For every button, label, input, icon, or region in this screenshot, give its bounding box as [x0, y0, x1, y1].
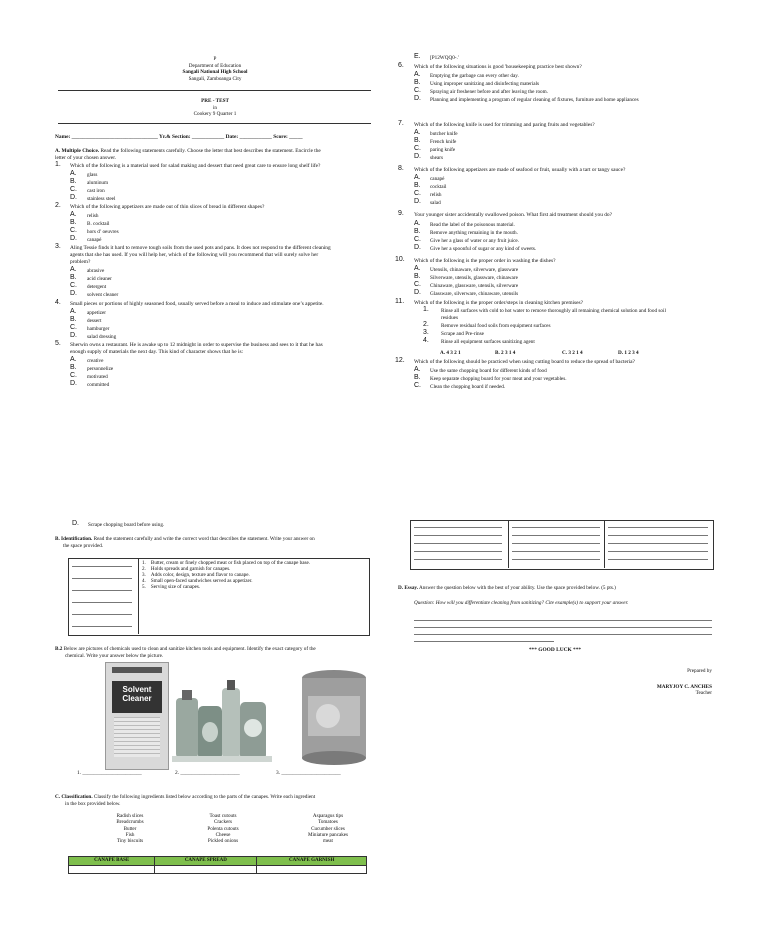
- q12-opt-c-letter[interactable]: C.: [414, 382, 421, 389]
- partA-text: Read the following statements carefully. Choose the letter that best describes the statement. Encircle the: [99, 148, 321, 154]
- header-divider: [58, 90, 371, 91]
- q7-opt-d-letter[interactable]: D.: [414, 153, 421, 160]
- q12-opt-a-letter[interactable]: A.: [414, 366, 421, 373]
- q5-opt-c[interactable]: motivated: [87, 374, 108, 380]
- q10-opt-a[interactable]: Utensils, chinaware, silverware, glassware: [430, 267, 519, 273]
- solvent-label-line2: Cleaner: [122, 694, 152, 703]
- q1-opt-a[interactable]: glass: [87, 172, 98, 178]
- q5-line2: enough supply of materials the next day. This kind of character shows that he is:: [70, 348, 244, 355]
- q7-opt-d[interactable]: shears: [430, 155, 443, 161]
- q11-opt-b[interactable]: B. 2 3 1 4: [495, 350, 516, 356]
- partD-instructions: [398, 585, 718, 592]
- q8-opt-c-letter[interactable]: C.: [414, 190, 421, 197]
- can-fine-print: [114, 717, 160, 757]
- q12-opt-d[interactable]: Scrape chopping board before using.: [88, 522, 165, 528]
- header-p: P: [213, 56, 217, 62]
- school-header: [60, 56, 370, 82]
- q1-opt-c[interactable]: cast iron: [87, 188, 105, 194]
- signature-block: [600, 668, 712, 697]
- q9-text: Your younger sister accidentally swallowed poison. What first aid treatment should you do?: [414, 212, 613, 218]
- q5-number: 5.: [55, 340, 61, 347]
- q5-line1: Sherwin owns a restaurant. He is awake up to 12 midnight in order to supervise the business and sees to it that he has: [70, 342, 323, 348]
- q12-opt-d-letter[interactable]: D.: [72, 520, 79, 527]
- base-answer-line[interactable]: [414, 527, 502, 528]
- q2-opt-d[interactable]: canapé: [87, 237, 102, 243]
- q3-text: [70, 245, 370, 265]
- ingredient: Asparagus tips: [312, 813, 344, 819]
- partB-text: Read the statement carefully and write the correct word that describes the statement. Write your answer on: [92, 536, 315, 542]
- partA-title: A. Multiple Choice.: [55, 148, 100, 154]
- header-location: Sangali, Zamboanga City: [188, 75, 242, 82]
- bottle-4-label: [244, 719, 262, 737]
- spread-answer-line[interactable]: [512, 551, 600, 552]
- pic3-answer[interactable]: 3. ______________________: [276, 770, 341, 776]
- answer-box-divider-2: [604, 520, 605, 568]
- q9-opt-b-letter[interactable]: B.: [414, 228, 421, 235]
- q12-opt-a[interactable]: Use the same chopping board for different kinds of food: [430, 368, 547, 374]
- partD-title: D. Essay.: [398, 585, 419, 591]
- teacher-name: MARYJOY C. ANCHES: [656, 683, 712, 690]
- b2-text: Below are pictures of chemicals used to clean and sanitize kitchen tools and equipment. Identify the exact category of the: [62, 646, 316, 652]
- id-item-1: Butter, cream or finely chopped meat or fish placed on top of the canape base.: [150, 560, 310, 566]
- q2-opt-b-letter[interactable]: B.: [70, 219, 77, 226]
- ingredient: Crackers: [213, 819, 233, 826]
- ingredient: Cucumber slices: [311, 825, 345, 832]
- base-answer-line[interactable]: [414, 543, 502, 544]
- q8-opt-b[interactable]: cocktail: [430, 184, 447, 190]
- question-text: How will you differentiate cleaning from sanitizing? Cite example(s) to support your answer.: [434, 600, 629, 606]
- id-item-3: Adds color, design, texture and flavor to canape.: [150, 572, 250, 578]
- q8-number: 8.: [398, 165, 404, 172]
- q11-step2: Remove residual food soils from equipment surfaces: [441, 323, 551, 329]
- header-school: Sangali National High School: [182, 69, 248, 75]
- partC-text: Classify the following ingredients listed below according to the parts of the canapes. Write each ingredient: [92, 794, 316, 800]
- partC-title: C. Classification.: [55, 794, 93, 800]
- pic2-answer[interactable]: 2. ______________________: [175, 770, 240, 776]
- spread-answer-line[interactable]: [512, 559, 600, 560]
- q3-line3: problem?: [70, 258, 91, 265]
- tub-logo: [316, 704, 340, 728]
- partB-text2: the space provided.: [63, 542, 104, 549]
- q3-opt-b-letter[interactable]: B.: [70, 274, 77, 281]
- ingredient: Polenta cutouts: [207, 825, 239, 832]
- q7-opt-c-letter[interactable]: C.: [414, 145, 421, 152]
- q1-opt-b-letter[interactable]: B.: [70, 178, 77, 185]
- q11-step1-cont: residues: [441, 315, 458, 321]
- id-item-4: Small open-faced sandwiches served as appetizer.: [150, 578, 253, 584]
- q4-text: Small pieces or portions of highly seasoned food, usually served before a meal to induce and stimulate one’s appetite.: [70, 301, 324, 307]
- q11-step3-num: 3.: [423, 329, 429, 336]
- q12-opt-b[interactable]: Keep separate chopping board for your meat and your vegetables.: [430, 376, 567, 382]
- q10-opt-a-letter[interactable]: A.: [414, 265, 421, 272]
- ingredient: Pickled onions: [207, 838, 239, 845]
- identification-divider: [138, 558, 139, 634]
- q8-opt-d-letter[interactable]: D.: [414, 198, 421, 205]
- ingredient: Cheese: [215, 831, 231, 838]
- q5-opt-d-letter[interactable]: D.: [70, 380, 77, 387]
- id-answer-line-2[interactable]: [72, 578, 132, 579]
- q7-opt-c[interactable]: paring knife: [430, 147, 456, 153]
- header-canape-garnish: CANAPE GARNISH: [257, 857, 367, 866]
- q9-opt-b[interactable]: Remove anything remaining in the mouth.: [430, 230, 518, 236]
- essay-line-1[interactable]: [414, 620, 712, 621]
- q3-opt-c-letter[interactable]: C.: [70, 282, 77, 289]
- canape-spread-cell[interactable]: [155, 866, 257, 874]
- classification-table: [68, 856, 367, 874]
- q8-text: Which of the following appetizers are made of seafood or fruit, usually with a tart or tangy sauce?: [414, 167, 626, 173]
- partA-text2: letter of your chosen answer.: [55, 154, 117, 161]
- q2-number: 2.: [55, 202, 61, 209]
- q6-text: Which of the following situations is good 'housekeeping practice best shown?: [414, 64, 582, 70]
- q9-opt-a-letter[interactable]: A.: [414, 220, 421, 227]
- q5-opt-a-letter[interactable]: A.: [70, 356, 77, 363]
- ingredient: Fish: [125, 831, 135, 838]
- bottle-1-cap: [182, 690, 192, 700]
- id-num-5: 5.: [142, 584, 146, 590]
- q7-text: Which of the following knife is used for trimming and paring fruits and vegetables?: [414, 122, 595, 128]
- identification-list: [142, 560, 310, 590]
- ingredient: Butter: [123, 825, 137, 832]
- q12-text: Which of the following should be practiced when using cutting board to reduce the spread of bacteria?: [414, 359, 635, 365]
- partB-instructions: [55, 536, 375, 549]
- partC-instructions: [55, 794, 375, 807]
- q3-opt-b[interactable]: acid cleaner: [87, 276, 112, 282]
- q7-number: 7.: [398, 120, 404, 127]
- spread-answer-line[interactable]: [512, 527, 600, 528]
- solvent-label-line1: Solvent: [122, 685, 152, 694]
- canape-base-cell[interactable]: [69, 866, 155, 874]
- q1-opt-d[interactable]: stainless steel: [87, 196, 116, 202]
- bottle-1: [176, 698, 198, 758]
- q6-opt-c[interactable]: Spraying air freshener before and after leaving the room.: [430, 89, 548, 95]
- q1-number: 1.: [55, 161, 61, 168]
- id-num-4: 4.: [142, 578, 146, 584]
- q11-text: Which of the following is the proper order/steps in cleaning kitchen premises?: [414, 300, 584, 306]
- q7-opt-a-letter[interactable]: A.: [414, 129, 421, 136]
- garnish-answer-line[interactable]: [608, 543, 708, 544]
- q6-number: 6.: [398, 62, 404, 69]
- test-subject: Cookery 9 Quarter 1: [193, 111, 237, 117]
- q4-opt-b-letter[interactable]: B.: [70, 316, 77, 323]
- prepared-by: Prepared by: [687, 668, 712, 674]
- ingredients-col-2: [183, 813, 263, 844]
- b2-text2: chemical. Write your answer below the picture.: [65, 652, 164, 659]
- canape-garnish-cell[interactable]: [257, 866, 367, 874]
- essay-line-4[interactable]: [414, 641, 554, 642]
- question-label: Question:: [414, 600, 435, 606]
- q12-opt-c[interactable]: Clean the chopping board if needed.: [430, 384, 506, 390]
- q3-number: 3.: [55, 243, 61, 250]
- ingredients-col-1: [90, 813, 170, 844]
- q5e-opt[interactable]: [P12WQQ0-.': [430, 55, 459, 61]
- q4-opt-a[interactable]: appetizer: [87, 310, 107, 316]
- q10-opt-b-letter[interactable]: B.: [414, 273, 421, 280]
- base-answer-line[interactable]: [414, 551, 502, 552]
- q5-opt-c-letter[interactable]: C.: [70, 372, 77, 379]
- ingredient: meat: [323, 838, 333, 845]
- solvent-label: [112, 681, 162, 713]
- header-canape-base: CANAPE BASE: [69, 857, 155, 866]
- q1-opt-c-letter[interactable]: C.: [70, 186, 77, 193]
- q11-step1-num: 1.: [423, 306, 429, 313]
- base-answer-line[interactable]: [414, 535, 502, 536]
- q6-opt-a-letter[interactable]: A.: [414, 71, 421, 78]
- garnish-answer-line[interactable]: [608, 551, 708, 552]
- q5-opt-b-letter[interactable]: B.: [70, 364, 77, 371]
- spread-answer-line[interactable]: [512, 535, 600, 536]
- id-answer-line-6[interactable]: [72, 626, 132, 627]
- q3-opt-a-letter[interactable]: A.: [70, 266, 77, 273]
- essay-question: [414, 600, 628, 607]
- q10-opt-c[interactable]: Chinaware, glassware, utensils, silverware: [430, 283, 519, 289]
- q6-opt-d[interactable]: Planning and implementing a program of regular cleaning of fixtures, furniture and home appliances: [430, 97, 639, 103]
- ingredient: Toast cutouts: [209, 813, 237, 819]
- q3-line1: Aling Tessie finds it hard to remove tough soils from the used pots and pans. It does not respond to the different cleaning: [70, 245, 331, 251]
- q5e-letter[interactable]: E.: [414, 53, 421, 60]
- q11-opt-c[interactable]: C. 3 2 1 4: [562, 350, 583, 356]
- q9-opt-c[interactable]: Give her a glass of water or any fruit juice.: [430, 238, 520, 244]
- q11-number: 11.: [395, 298, 405, 305]
- sanitizer-bottles-image: [172, 668, 272, 768]
- q3-line2: agents that she has used. If you will help her, which of the following will you recommend that will surely solve her: [70, 251, 319, 258]
- ingredient: Breadcrumbs: [116, 819, 144, 826]
- q8-opt-a-letter[interactable]: A.: [414, 174, 421, 181]
- partC-text2: in the box provided below.: [65, 800, 121, 807]
- ingredient: Radish slices: [116, 813, 144, 819]
- q6-opt-b[interactable]: Using improper sanitizing and disinfecting materials: [430, 81, 540, 87]
- q11-step4-num: 4.: [423, 337, 429, 344]
- q2-text: Which of the following appetizers are made out of thin slices of bread in different shapes?: [70, 204, 265, 210]
- q2-opt-b[interactable]: B. cocktail: [87, 221, 110, 227]
- id-num-3: 3.: [142, 572, 146, 578]
- q4-opt-c-letter[interactable]: C.: [70, 324, 77, 331]
- q4-number: 4.: [55, 299, 61, 306]
- q4-opt-a-letter[interactable]: A.: [70, 308, 77, 315]
- q11-step2-num: 2.: [423, 321, 429, 328]
- q6-opt-a[interactable]: Emptying the garbage can every other day.: [430, 73, 519, 79]
- q4-opt-d[interactable]: salad dressing: [87, 334, 117, 340]
- q7-opt-b-letter[interactable]: B.: [414, 137, 421, 144]
- q11-opt-a[interactable]: A. 4 3 2 1: [440, 350, 461, 356]
- ingredient: Miniature pancakes: [307, 831, 349, 838]
- header-dept: Department of Education: [188, 62, 242, 69]
- ingredients-col-3: [288, 813, 368, 844]
- essay-line-2[interactable]: [414, 627, 712, 628]
- garnish-answer-line[interactable]: [608, 535, 708, 536]
- q5-text: [70, 342, 370, 356]
- q4-opt-b[interactable]: dessert: [87, 318, 102, 324]
- title-divider: [58, 123, 371, 124]
- pic1-answer[interactable]: 1. ______________________: [77, 770, 142, 776]
- garnish-answer-line[interactable]: [608, 527, 708, 528]
- teacher-role: Teacher: [695, 690, 712, 696]
- q1-opt-a-letter[interactable]: A.: [70, 170, 77, 177]
- essay-line-3[interactable]: [414, 634, 712, 635]
- q1-opt-b[interactable]: aluminum: [87, 180, 109, 186]
- test-title-block: [60, 98, 370, 118]
- q2-opt-d-letter[interactable]: D.: [70, 235, 77, 242]
- q1-text: Which of the following is a material used for salad making and dessert that need great care to ensure long shelf life?: [70, 163, 321, 169]
- q9-opt-d[interactable]: Give her a spoonful of sugar or any kind of sweets.: [430, 246, 537, 252]
- q10-opt-b[interactable]: Silverware, utensils, glassware, chinaware: [430, 275, 518, 281]
- q11-step1: Rinse all surfaces with cold to hot water to remove thoroughly all remaining chemical solution and food soil: [441, 308, 666, 314]
- answer-box-divider-1: [508, 520, 509, 568]
- q12-opt-b-letter[interactable]: B.: [414, 374, 421, 381]
- q9-opt-d-letter[interactable]: D.: [414, 244, 421, 251]
- q7-opt-b[interactable]: French knife: [430, 139, 457, 145]
- ingredient: Tomatoes: [318, 819, 338, 826]
- bottles-shadow: [172, 756, 272, 762]
- id-answer-line-5[interactable]: [72, 614, 132, 615]
- q2-opt-c[interactable]: hors d’ oeuvres: [87, 229, 119, 235]
- b2-instructions: [55, 646, 375, 659]
- q9-number: 9.: [398, 210, 404, 217]
- test-title: PRE - TEST: [201, 98, 229, 104]
- q5-opt-a[interactable]: creative: [87, 358, 104, 364]
- good-luck-text: *** GOOD LUCK ***: [528, 647, 582, 653]
- header-canape-spread: CANAPE SPREAD: [155, 857, 257, 866]
- solvent-cleaner-image: [105, 662, 169, 770]
- q2-opt-c-letter[interactable]: C.: [70, 227, 77, 234]
- q10-number: 10.: [395, 256, 405, 263]
- tub-base: [302, 751, 366, 765]
- partB-title: B. Identification.: [55, 536, 93, 542]
- bottle-2-label: [202, 722, 218, 742]
- q8-opt-b-letter[interactable]: B.: [414, 182, 421, 189]
- q4-opt-c[interactable]: hamburger: [87, 326, 110, 332]
- q3-opt-c[interactable]: detergent: [87, 284, 107, 290]
- ingredient: Tiny biscuits: [116, 838, 144, 845]
- cleaner-tub-image: [300, 668, 368, 768]
- id-answer-line-3[interactable]: [72, 590, 132, 591]
- q11-step4: Rinse all equipment surfaces sanitizing agent: [441, 339, 535, 345]
- q1-opt-d-letter[interactable]: D.: [70, 194, 77, 201]
- bottle-3-cap: [227, 680, 235, 690]
- partD-text: Answer the question below with the best of your ability. Use the space provided below. (5 pts.): [418, 585, 616, 591]
- q5-opt-b[interactable]: personnelize: [87, 366, 114, 372]
- q10-text: Which of the following is the proper order in washing the dishes?: [414, 258, 556, 264]
- q6-opt-c-letter[interactable]: C.: [414, 87, 421, 94]
- q10-opt-d[interactable]: Glassware, silverware, chinaware, utensils: [430, 291, 519, 297]
- b2-title: B.2: [55, 646, 63, 652]
- test-in: in: [212, 104, 218, 111]
- q9-opt-c-letter[interactable]: C.: [414, 236, 421, 243]
- id-item-5: Serving size of canapes.: [150, 584, 201, 590]
- q4-opt-d-letter[interactable]: D.: [70, 332, 77, 339]
- q3-opt-d[interactable]: solvent cleaner: [87, 292, 119, 298]
- q10-opt-d-letter[interactable]: D.: [414, 289, 421, 296]
- q11-step3: Scrape and Pre-rinse: [441, 331, 484, 337]
- name-fields: Name: ________________________________ Yr.& Section: ____________ Date: ____________ Score: _____: [55, 134, 303, 140]
- id-item-2: Holds spreads and garnish for canapes.: [150, 566, 231, 572]
- q3-opt-d-letter[interactable]: D.: [70, 290, 77, 297]
- id-answer-line-1[interactable]: [72, 566, 132, 567]
- q8-opt-a[interactable]: canapé: [430, 176, 445, 182]
- q2-opt-a[interactable]: relish: [87, 213, 99, 219]
- q7-opt-a[interactable]: butcher knife: [430, 131, 458, 137]
- q8-opt-c[interactable]: relish: [430, 192, 442, 198]
- can-lid: [112, 667, 162, 673]
- q11-opt-d[interactable]: D. 1 2 3 4: [618, 350, 639, 356]
- id-answer-line-4[interactable]: [72, 602, 132, 603]
- q9-opt-a[interactable]: Read the label of the poisonous material.: [430, 222, 515, 228]
- partA-instructions: [55, 148, 370, 161]
- garnish-answer-line[interactable]: [608, 559, 708, 560]
- q6-opt-d-letter[interactable]: D.: [414, 95, 421, 102]
- q10-opt-c-letter[interactable]: C.: [414, 281, 421, 288]
- spread-answer-line[interactable]: [512, 543, 600, 544]
- id-num-2: 2.: [142, 566, 146, 572]
- q6-opt-b-letter[interactable]: B.: [414, 79, 421, 86]
- q3-opt-a[interactable]: abrasive: [87, 268, 105, 274]
- q12-number: 12.: [395, 357, 405, 364]
- id-num-1: 1.: [142, 560, 146, 566]
- q5-opt-d[interactable]: committed: [87, 382, 110, 388]
- q2-opt-a-letter[interactable]: A.: [70, 211, 77, 218]
- q8-opt-d[interactable]: salad: [430, 200, 441, 206]
- bottle-3: [222, 688, 240, 758]
- base-answer-line[interactable]: [414, 559, 502, 560]
